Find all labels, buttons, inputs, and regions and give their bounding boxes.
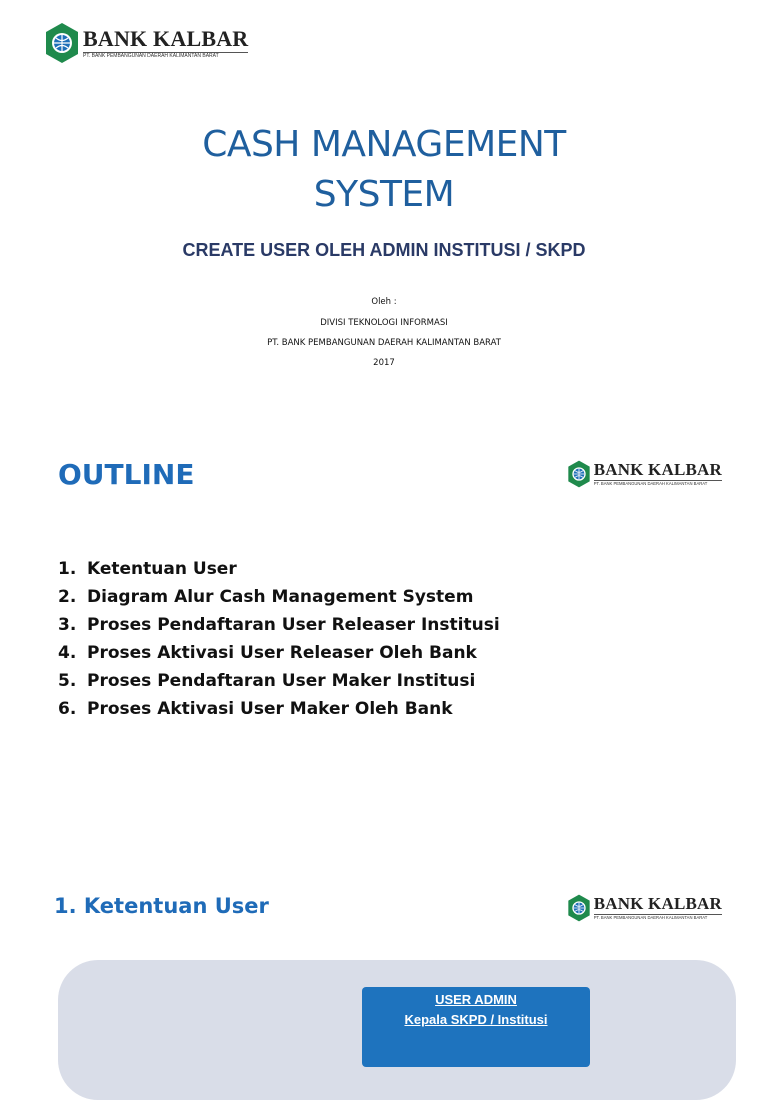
title-line-2: SYSTEM (313, 174, 455, 215)
outline-list (58, 555, 500, 723)
list-item: 4. Proses Aktivasi User Releaser Oleh Bank (58, 643, 477, 663)
user-admin-box (362, 987, 590, 1067)
bank-kalbar-emblem-icon (567, 890, 591, 926)
cover-slide (0, 0, 768, 420)
division-label: DIVISI TEKNOLOGI INFORMASI (320, 318, 448, 328)
list-item: 6. Proses Aktivasi User Maker Oleh Bank (58, 699, 453, 719)
page-title (0, 120, 768, 220)
list-item: 5. Proses Pendaftaran User Maker Institusi (58, 671, 476, 691)
title-line-1: CASH MANAGEMENT (202, 124, 566, 165)
list-item: 2. Diagram Alur Cash Management System (58, 587, 474, 607)
bank-kalbar-emblem-icon (567, 456, 591, 492)
brand-tagline: PT. BANK PEMBANGUNAN DAERAH KALIMANTAN BARAT (83, 52, 248, 59)
outline-slide (0, 420, 768, 850)
bank-kalbar-logo (567, 890, 722, 926)
brand-name: BANK KALBAR (593, 460, 722, 480)
year-label: 2017 (373, 358, 395, 368)
outline-title: OUTLINE (58, 458, 195, 491)
brand-name: BANK KALBAR (593, 894, 722, 914)
ketentuan-title: 1. Ketentuan User (54, 894, 269, 918)
by-label: Oleh : (371, 297, 397, 307)
brand-name: BANK KALBAR (83, 25, 249, 51)
brand-tagline: PT. BANK PEMBANGUNAN DAERAH KALIMANTAN BARAT (594, 914, 722, 920)
bank-kalbar-emblem-icon (44, 22, 80, 64)
subtitle: CREATE USER OLEH ADMIN INSTITUSI / SKPD (182, 240, 586, 260)
brand-tagline: PT. BANK PEMBANGUNAN DAERAH KALIMANTAN BARAT (594, 480, 722, 486)
user-admin-subtitle: Kepala SKPD / Institusi (404, 1012, 548, 1027)
company-label: PT. BANK PEMBANGUNAN DAERAH KALIMANTAN BARAT (267, 338, 501, 348)
ketentuan-slide (0, 850, 768, 1027)
list-item: 3. Proses Pendaftaran User Releaser Institusi (58, 615, 500, 635)
bank-kalbar-logo (44, 22, 248, 64)
bank-kalbar-logo (567, 456, 722, 492)
user-admin-title: USER ADMIN (435, 992, 517, 1007)
list-item: 1. Ketentuan User (58, 559, 237, 579)
